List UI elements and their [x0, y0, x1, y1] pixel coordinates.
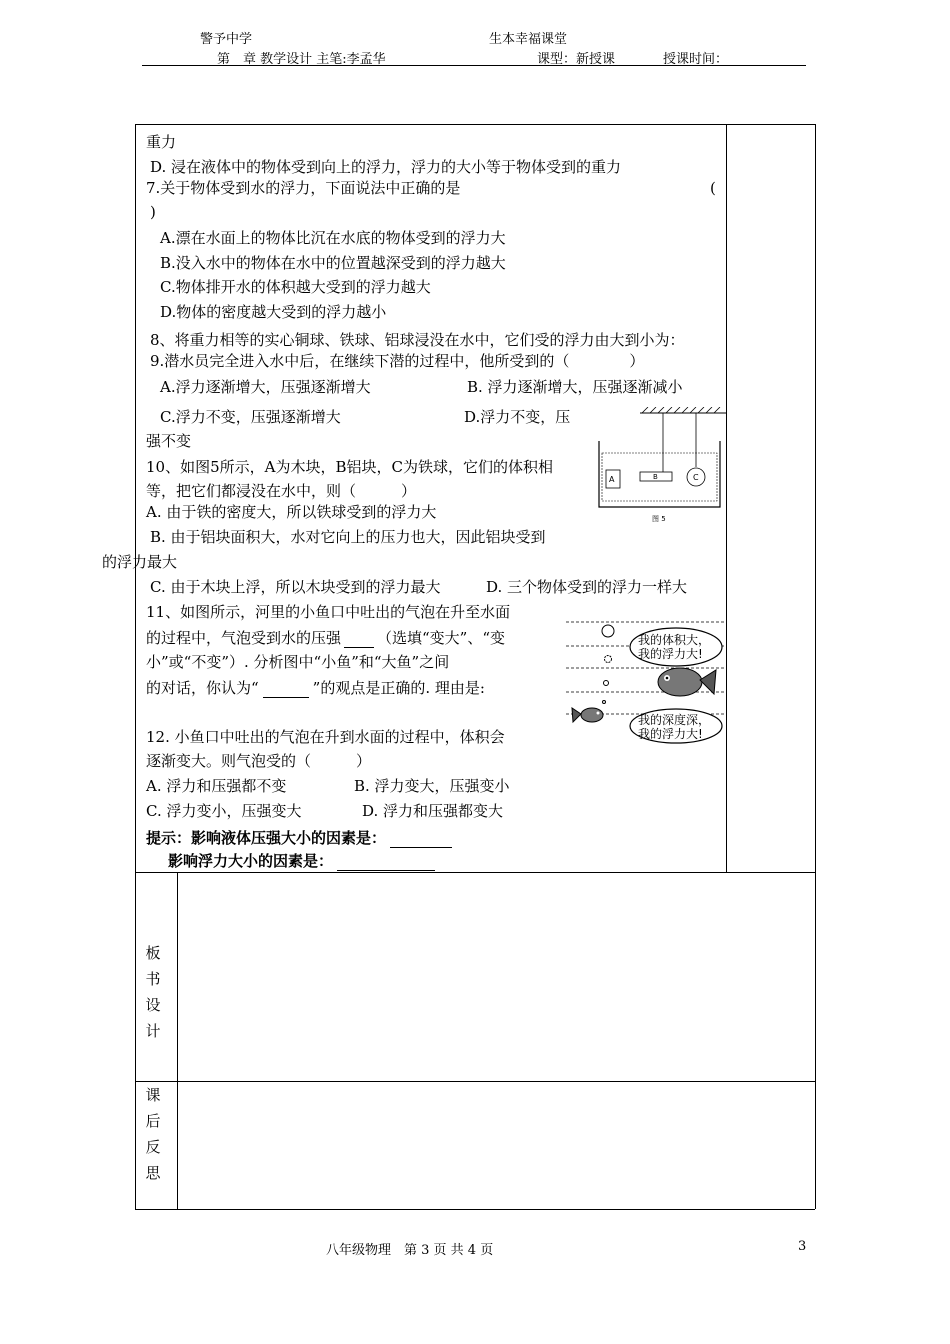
option-d: D. 浮力和压强都变大: [362, 802, 504, 820]
post-class-reflection-label: [145, 1082, 161, 1186]
figure-5-label-a: A: [609, 475, 615, 484]
table-top-border: [135, 124, 815, 125]
figure-5-label-c: C: [693, 473, 699, 482]
text-fragment: （选填“变大”、“变: [377, 629, 506, 647]
option-d: D.物体的密度越大受到的浮力越小: [160, 303, 387, 321]
option-a: A.漂在水面上的物体比沉在水底的物体受到的浮力大: [160, 229, 506, 247]
option-b: B. 浮力变大，压强变小: [354, 777, 510, 795]
answer-blank[interactable]: [390, 827, 452, 848]
question-9: 9.潜水员完全进入水中后，在继续下潜的过程中，他所受到的（ ）: [150, 352, 645, 370]
question-7-paren-open: (: [710, 179, 716, 197]
header-school: 警予中学: [200, 32, 253, 47]
label-char: 计: [145, 1022, 161, 1040]
option-b: B. 由于铝块面积大，水对它向上的压力也大，因此铝块受到: [150, 528, 546, 546]
text-line: 逐渐变大。则气泡受的（ ）: [146, 752, 372, 770]
option-c: C.物体排开水的体积越大受到的浮力越大: [160, 278, 431, 296]
option-a: A. 由于铁的密度大，所以铁球受到的浮力大: [146, 503, 437, 521]
label-char: 思: [145, 1164, 161, 1182]
option-b: B. 浮力逐渐增大，压强逐渐减小: [467, 378, 683, 396]
figure-5-label-b: B: [653, 473, 658, 481]
table-right-border: [815, 124, 816, 1209]
hint-text: 提示：影响液体压强大小的因素是：: [146, 829, 387, 847]
answer-blank[interactable]: [344, 627, 374, 648]
text-line: 等，把它们都浸没在水中，则（ ）: [146, 482, 417, 500]
fish-bubble-figure: [564, 612, 729, 747]
label-char: 板: [145, 944, 161, 962]
header-rule: [142, 65, 806, 66]
question-7: 7.关于物体受到水的浮力，下面说法中正确的是: [146, 179, 461, 197]
question-7-paren-close: ): [150, 203, 156, 221]
option-c: C. 由于木块上浮，所以木块受到的浮力最大: [150, 578, 441, 596]
text-fragment: ”的观点是正确的. 理由是:: [312, 679, 485, 697]
small-fish-speech-1: 我的深度深，: [638, 713, 711, 727]
label-char: 书: [145, 970, 161, 988]
header-lesson-type: 课型：新授课: [537, 52, 616, 67]
option-d: D.浮力不变，压: [464, 408, 571, 426]
answer-blank[interactable]: [263, 677, 309, 698]
option-a: A.浮力逐渐增大，压强逐渐增大: [160, 378, 371, 396]
table-row-border-2: [135, 1081, 815, 1082]
label-char: 后: [145, 1112, 161, 1130]
option-d: D. 三个物体受到的浮力一样大: [486, 578, 688, 596]
label-char: 设: [145, 996, 161, 1014]
big-fish-speech-2: 我的浮力大!: [638, 647, 703, 661]
hint-line: [146, 827, 452, 848]
big-fish-speech-1: 我的体积大，: [638, 633, 711, 647]
question-11: 11、如图所示，河里的小鱼口中吐出的气泡在升至水面: [146, 603, 511, 621]
table-bottom-border: [135, 1209, 815, 1210]
label-char: 课: [145, 1086, 161, 1104]
hint-text: 影响浮力大小的因素是：: [168, 852, 334, 870]
text-line: 的浮力最大: [102, 553, 178, 571]
label-char: 反: [145, 1138, 161, 1156]
table-label-divider: [177, 872, 178, 1209]
answer-blank[interactable]: [337, 850, 435, 871]
text-line: [146, 627, 505, 648]
board-design-label: [145, 940, 161, 1044]
option-c: C. 浮力变小，压强变大: [146, 802, 302, 820]
text-fragment: 的过程中，气泡受到水的压强: [146, 629, 342, 647]
figure-5-caption: 图 5: [652, 515, 666, 523]
text-line: 强不变: [146, 432, 192, 450]
text-line: 小”或“不变”）. 分析图中“小鱼”和“大鱼”之间: [146, 653, 450, 671]
option-a: A. 浮力和压强都不变: [146, 777, 287, 795]
header-lesson-time: 授课时间：: [663, 52, 729, 67]
figure-5: [596, 407, 728, 527]
table-left-border: [135, 124, 136, 1209]
question-10: 10、如图5所示，A为木块，B铝块，C为铁球，它们的体积相: [146, 458, 553, 476]
question-8: 8、将重力相等的实心铜球、铁球、铝球浸没在水中，它们受的浮力由大到小为：: [150, 331, 685, 349]
hint-line: [168, 850, 435, 871]
text-fragment: 的对话，你认为“: [146, 679, 259, 697]
text-line: D. 浸在液体中的物体受到向上的浮力，浮力的大小等于物体受到的重力: [150, 158, 622, 176]
small-fish-icon: [572, 708, 603, 722]
question-12: 12. 小鱼口中吐出的气泡在升到水面的过程中，体积会: [146, 728, 505, 746]
small-fish-speech-2: 我的浮力大!: [638, 727, 703, 741]
text-line: 重力: [146, 133, 177, 151]
text-line: [146, 677, 485, 698]
option-c: C.浮力不变，压强逐渐增大: [160, 408, 341, 426]
header-slogan: 生本幸福课堂: [489, 32, 568, 47]
option-b: B.没入水中的物体在水中的位置越深受到的浮力越大: [160, 254, 506, 272]
header-chapter: 第 章 教学设计 主笔:李孟华: [217, 52, 386, 67]
footer-page-info: 八年级物理 第 3 页 共 4 页: [326, 1243, 494, 1258]
footer-page-number: 3: [798, 1239, 807, 1254]
table-row-border-1: [135, 872, 815, 873]
